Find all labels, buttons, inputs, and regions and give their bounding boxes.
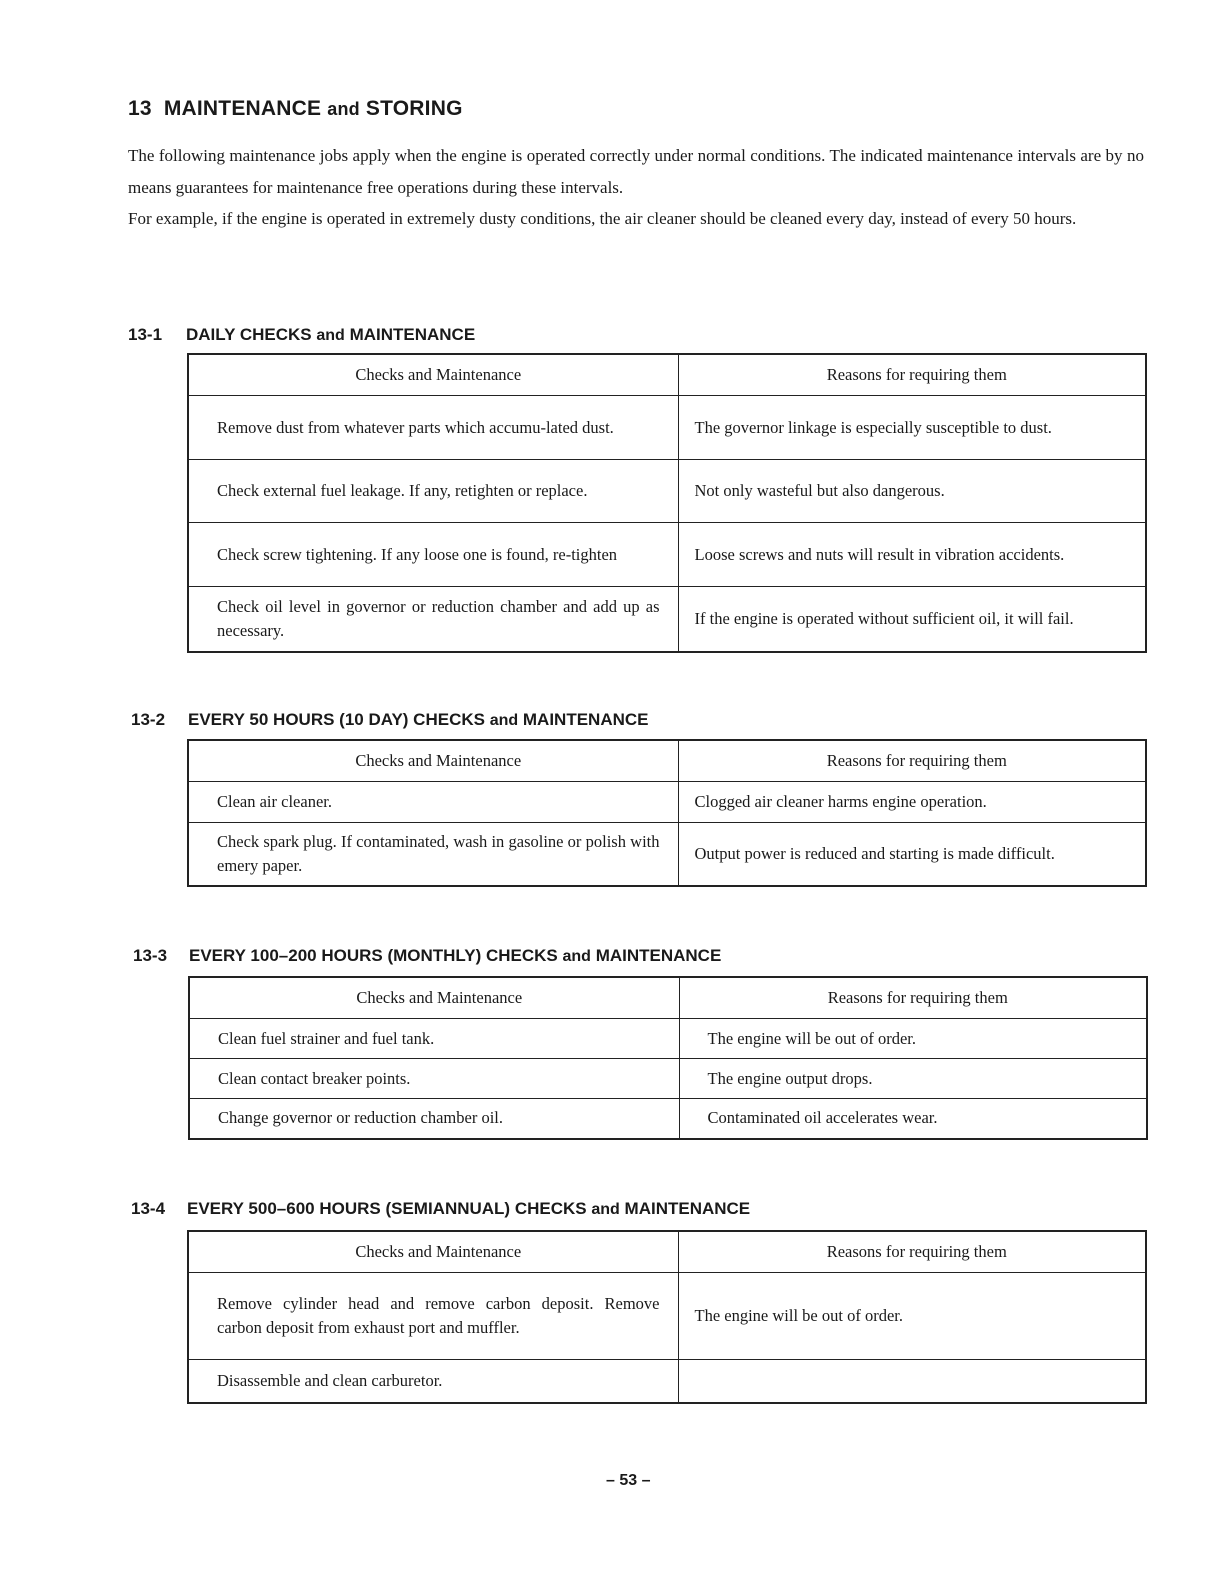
check-cell: Remove cylinder head and remove carbon deposit. Remove carbon deposit from exhaust port and muffler. (188, 1273, 678, 1360)
section-number: 13-3 (133, 946, 168, 965)
check-cell: Clean air cleaner. (188, 782, 678, 823)
chapter-title-post: STORING (365, 97, 463, 120)
intro-paragraph-2: For example, if the engine is operated in extremely dusty conditions, the air cleaner should be cleaned every day, instead of every 50 hours. (128, 209, 1077, 228)
section-title-post: MAINTENANCE (595, 946, 722, 965)
50-hours-checks-table (187, 739, 1147, 887)
reason-cell: Loose screws and nuts will result in vibration accidents. (678, 523, 1146, 587)
intro-paragraph-1: The following maintenance jobs apply when the engine is operated correctly under normal conditions. The indicated maintenance intervals are by no means guarantees for maintenance free operations during these intervals. (128, 146, 1144, 197)
chapter-number: 13 (128, 97, 152, 120)
reason-cell: If the engine is operated without sufficient oil, it will fail. (678, 587, 1146, 652)
table-row (188, 523, 1146, 587)
check-cell: Remove dust from whatever parts which accumu-lated dust. (188, 396, 678, 460)
column-header-checks: Checks and Maintenance (188, 740, 678, 782)
table-row (188, 460, 1146, 523)
table-row (189, 1099, 1147, 1139)
section-title-pre: DAILY CHECKS (186, 325, 312, 344)
section-heading-13-4 (131, 1199, 750, 1219)
reason-cell: Not only wasteful but also dangerous. (678, 460, 1146, 523)
check-cell: Clean fuel strainer and fuel tank. (189, 1019, 679, 1059)
column-header-reasons: Reasons for requiring them (678, 354, 1146, 396)
chapter-title-pre: MAINTENANCE (163, 97, 322, 120)
daily-checks-table (187, 353, 1147, 653)
section-title-pre: EVERY 500–600 HOURS (SEMIANNUAL) CHECKS (187, 1199, 587, 1218)
section-title-post: MAINTENANCE (624, 1199, 751, 1218)
column-header-reasons: Reasons for requiring them (678, 740, 1146, 782)
section-heading-13-1 (128, 325, 475, 345)
table-row (188, 587, 1146, 652)
reason-cell: The engine will be out of order. (678, 1273, 1146, 1360)
check-cell: Change governor or reduction chamber oil. (189, 1099, 679, 1139)
table-row (188, 823, 1146, 886)
column-header-reasons: Reasons for requiring them (679, 977, 1147, 1019)
check-cell: Check oil level in governor or reduction chamber and add up as necessary. (188, 587, 678, 652)
section-title-and: and (489, 712, 519, 729)
section-title-and: and (562, 948, 591, 965)
section-title-post: MAINTENANCE (522, 710, 649, 729)
intro-text (128, 140, 1144, 235)
table-header-row (188, 740, 1146, 782)
table-header-row (189, 977, 1147, 1019)
section-heading-13-3 (133, 946, 721, 966)
column-header-reasons: Reasons for requiring them (678, 1231, 1146, 1273)
reason-cell: The governor linkage is especially susceptible to dust. (678, 396, 1146, 460)
semiannual-checks-table (187, 1230, 1147, 1404)
table-row (189, 1059, 1147, 1099)
section-number: 13-1 (128, 325, 163, 344)
section-title-post: MAINTENANCE (349, 325, 476, 344)
check-cell: Check spark plug. If contaminated, wash in gasoline or polish with emery paper. (188, 823, 678, 886)
section-number: 13-4 (131, 1199, 166, 1218)
chapter-title (128, 97, 463, 121)
column-header-checks: Checks and Maintenance (188, 354, 678, 396)
check-cell: Check screw tightening. If any loose one is found, re-tighten (188, 523, 678, 587)
section-heading-13-2 (131, 710, 649, 730)
monthly-checks-table (188, 976, 1148, 1140)
table-row (188, 782, 1146, 823)
table-row (188, 1360, 1146, 1403)
check-cell: Check external fuel leakage. If any, retighten or replace. (188, 460, 678, 523)
page-number: – 53 – (606, 1472, 651, 1489)
reason-cell: The engine will be out of order. (679, 1019, 1147, 1059)
reason-cell: Contaminated oil accelerates wear. (679, 1099, 1147, 1139)
check-cell: Clean contact breaker points. (189, 1059, 679, 1099)
table-header-row (188, 354, 1146, 396)
table-row (189, 1019, 1147, 1059)
reason-cell: The engine output drops. (679, 1059, 1147, 1099)
reason-cell: Output power is reduced and starting is made difficult. (678, 823, 1146, 886)
section-title-and: and (591, 1201, 620, 1218)
column-header-checks: Checks and Maintenance (189, 977, 679, 1019)
section-number: 13-2 (131, 710, 166, 729)
section-title-pre: EVERY 100–200 HOURS (MONTHLY) CHECKS (189, 946, 558, 965)
table-header-row (188, 1231, 1146, 1273)
table-row (188, 396, 1146, 460)
chapter-title-and: and (327, 99, 360, 119)
section-title-pre: EVERY 50 HOURS (10 DAY) CHECKS (188, 710, 485, 729)
check-cell: Disassemble and clean carburetor. (188, 1360, 678, 1403)
column-header-checks: Checks and Maintenance (188, 1231, 678, 1273)
section-title-and: and (316, 327, 345, 344)
reason-cell: Clogged air cleaner harms engine operation. (678, 782, 1146, 823)
reason-cell (678, 1360, 1146, 1403)
table-row (188, 1273, 1146, 1360)
